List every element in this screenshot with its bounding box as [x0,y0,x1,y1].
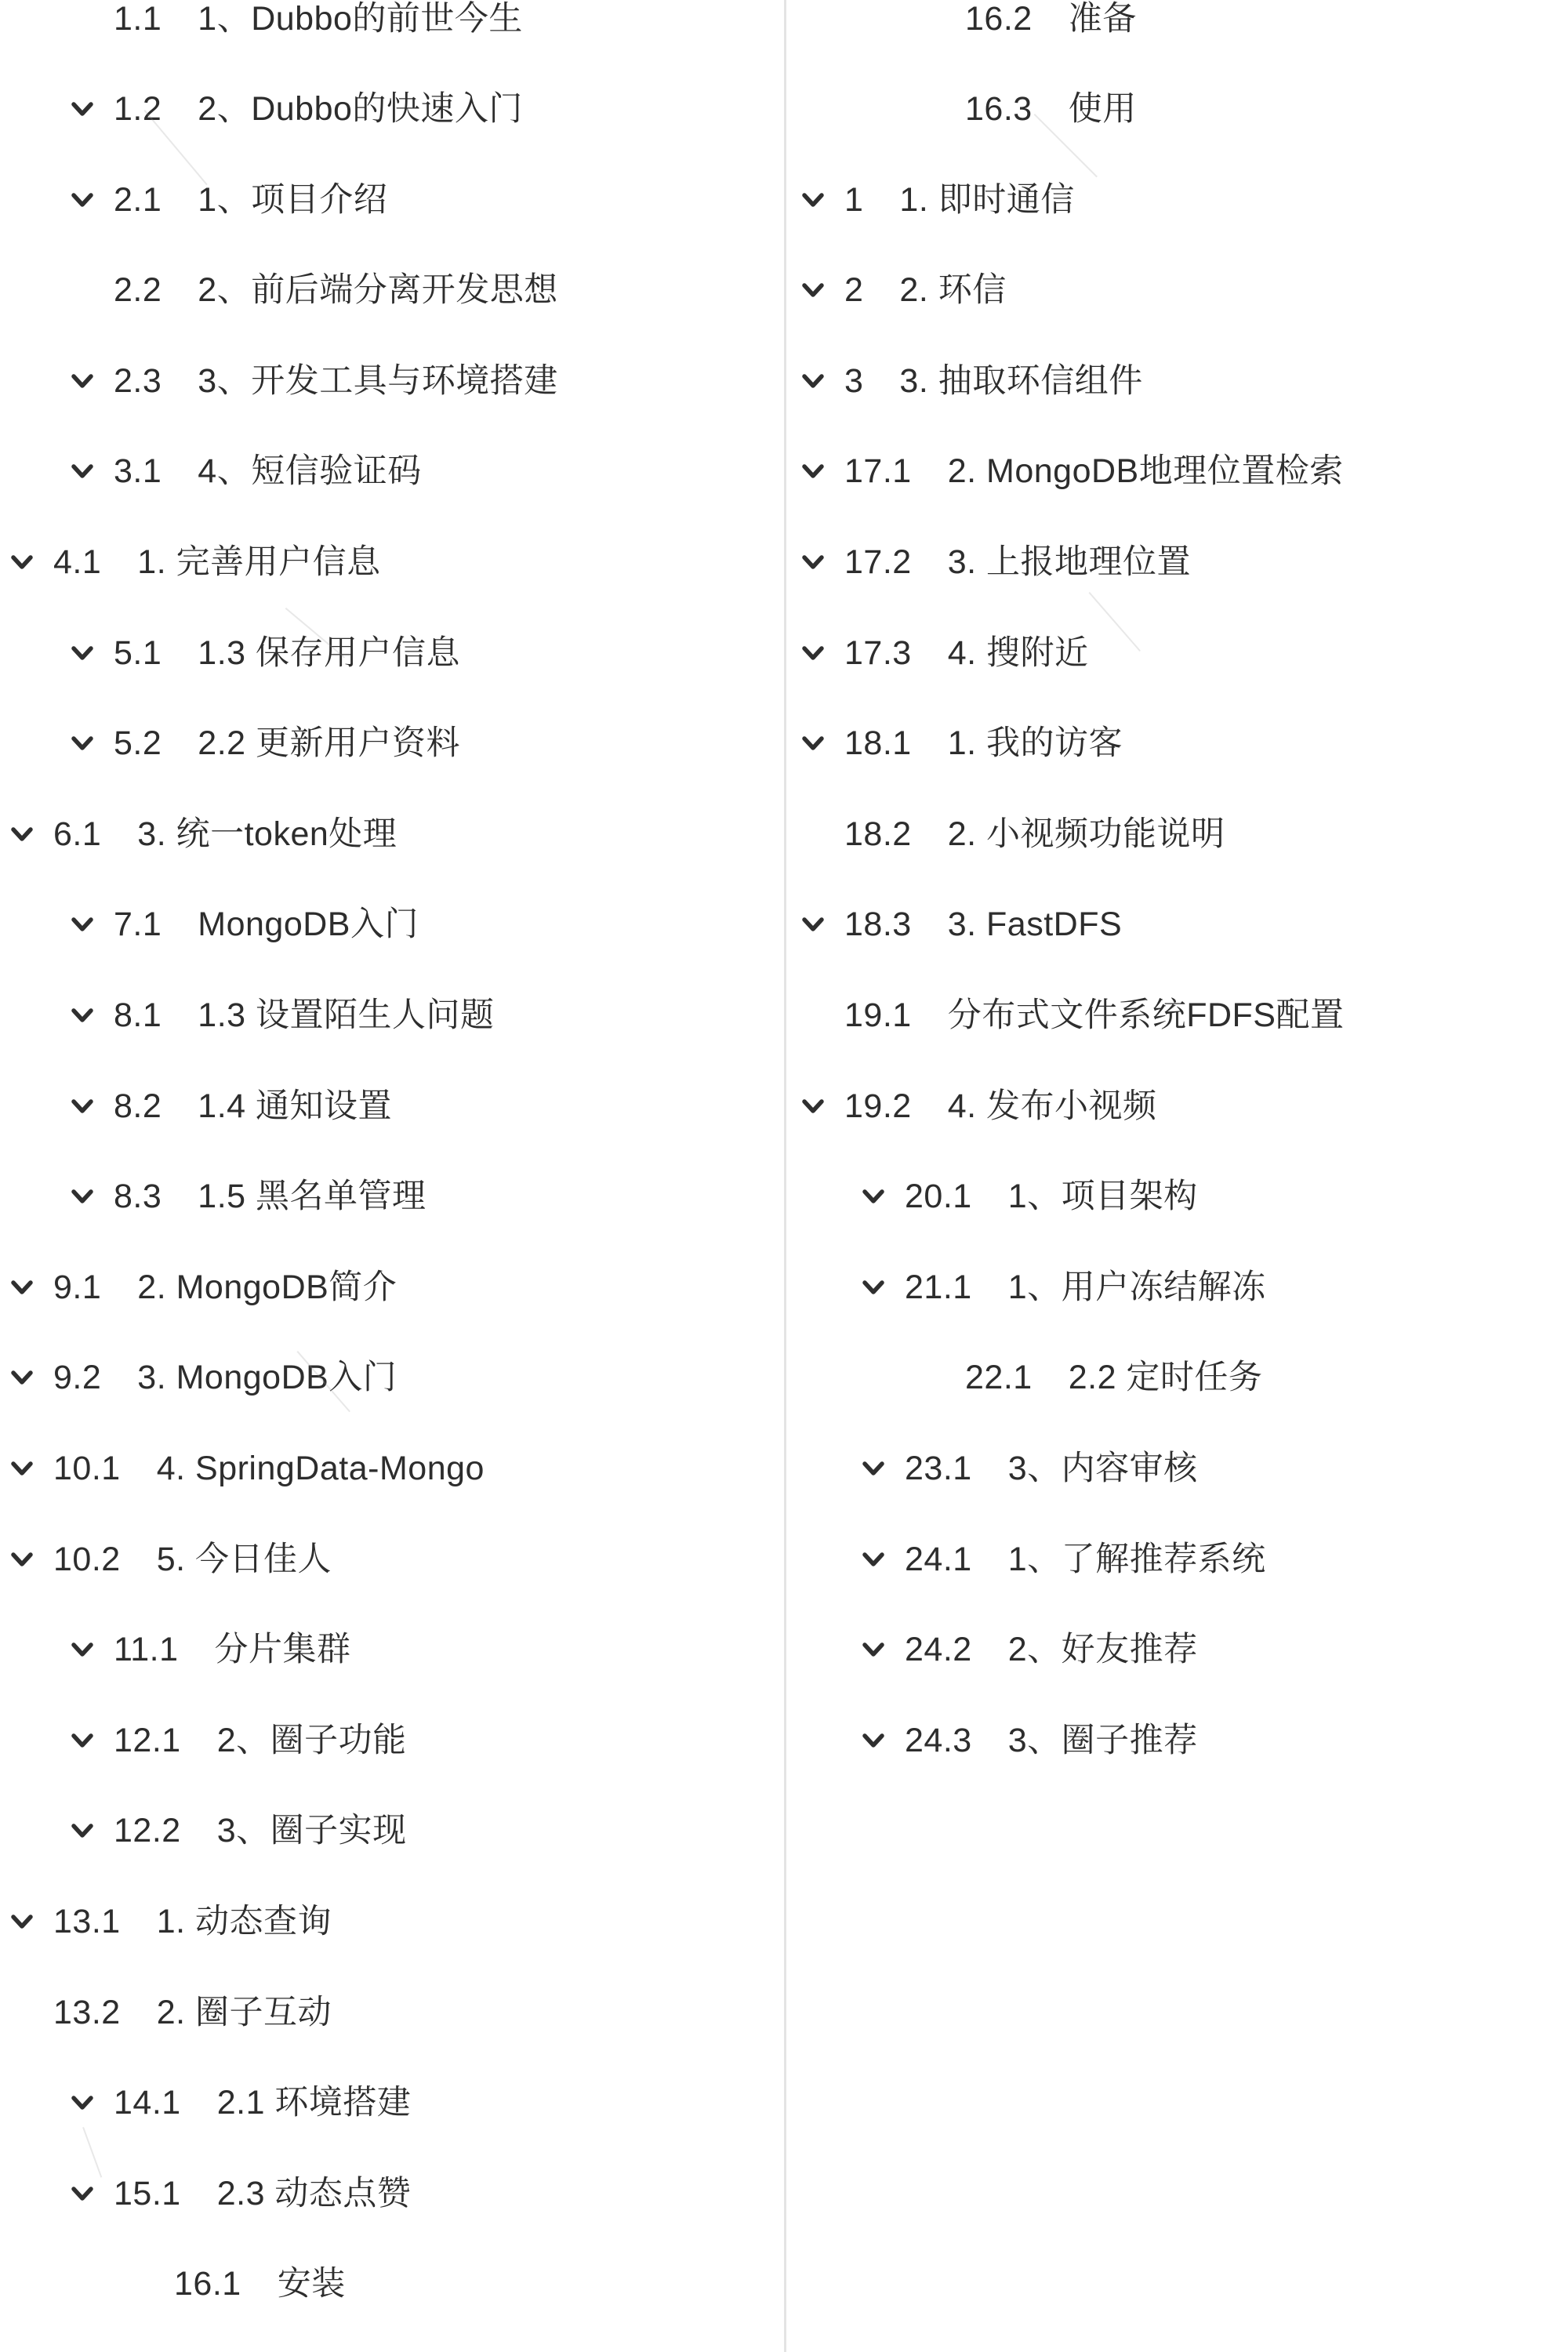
toc-item[interactable] [0,1786,784,1877]
chevron-down-icon[interactable] [10,1551,34,1569]
toc-item-title: 1、Dubbo的前世今生 [198,0,523,38]
toc-item[interactable] [784,1333,1568,1424]
toc-item-index: 17.1 [844,452,912,491]
toc-item-index: 1 [844,180,864,219]
toc-item-index: 5.1 [114,633,162,672]
toc-item-title: 2. MongoDB地理位置检索 [947,452,1344,491]
toc-item[interactable] [0,245,784,336]
toc-item[interactable] [784,64,1568,155]
toc-item-index: 24.1 [905,1540,972,1578]
chevron-down-icon[interactable] [71,2094,94,2112]
toc-item-index: 2.3 [114,361,162,400]
toc-item[interactable] [784,517,1568,608]
toc-item-index: 1.2 [114,90,162,129]
toc-item[interactable] [0,336,784,427]
toc-item[interactable] [0,1695,784,1786]
toc-item[interactable] [784,336,1568,427]
toc-item-index: 9.1 [53,1268,102,1306]
toc-item[interactable] [784,699,1568,789]
toc-item-title: 2.1 环境搭建 [216,2084,412,2122]
chevron-down-icon[interactable] [801,644,825,662]
chevron-down-icon[interactable] [801,372,825,390]
toc-item[interactable] [0,2058,784,2149]
toc-item-title: 准备 [1068,0,1137,38]
chevron-down-icon[interactable] [862,1641,885,1659]
toc-item[interactable] [0,1967,784,2058]
toc-item[interactable] [0,971,784,1062]
toc-item[interactable] [0,1877,784,1968]
chevron-down-icon[interactable] [10,1913,34,1931]
toc-item-title: 1. 我的访客 [947,724,1123,763]
toc-item[interactable] [0,517,784,608]
toc-item[interactable] [784,1695,1568,1786]
toc-item[interactable] [0,0,784,64]
chevron-down-icon[interactable] [71,1098,94,1116]
toc-item-index: 16.1 [174,2265,241,2303]
toc-column-right [784,0,1568,1786]
toc-item-title: 5. 今日佳人 [156,1540,332,1578]
toc-item-index: 5.2 [114,724,162,763]
toc-item[interactable] [0,154,784,245]
toc-item-title: 2、好友推荐 [1007,1631,1198,1669]
toc-item-title: 2. 圈子互动 [156,1993,332,2031]
toc-item-title: 4. 搜附近 [947,633,1089,672]
toc-item-index: 12.2 [114,1812,181,1850]
toc-item-index: 9.2 [53,1359,102,1397]
toc-item-title: 2. 环信 [899,271,1007,310]
chevron-down-icon[interactable] [71,1822,94,1840]
toc-item-title: 4. SpringData-Mongo [156,1450,485,1487]
toc-item-title: 3. FastDFS [947,906,1123,944]
toc-item[interactable] [0,608,784,699]
toc-item-title: 1.3 设置陌生人问题 [198,996,495,1035]
toc-item-index: 24.2 [905,1631,972,1669]
toc-item-index: 14.1 [114,2084,181,2122]
chevron-down-icon[interactable] [801,191,825,209]
toc-item-title: 3、圈子实现 [216,1812,407,1850]
toc-item[interactable] [0,1514,784,1605]
toc-item-title: 1、用户冻结解冻 [1007,1268,1266,1306]
chevron-down-icon[interactable] [862,1460,885,1478]
toc-item-title: 3、开发工具与环境搭建 [198,361,558,400]
toc-item-index: 24.3 [905,1721,972,1759]
toc-item-title: 2、Dubbo的快速入门 [198,90,523,129]
toc-item[interactable] [784,245,1568,336]
toc-item[interactable] [784,1243,1568,1334]
chevron-down-icon[interactable] [801,281,825,299]
toc-item-index: 17.3 [844,633,912,672]
toc-item[interactable] [784,154,1568,245]
toc-item-index: 2 [844,271,864,310]
toc-item-index: 13.1 [53,1902,121,1940]
toc-item-index: 16.3 [965,90,1033,129]
chevron-down-icon[interactable] [71,1188,94,1206]
toc-item[interactable] [0,1333,784,1424]
toc-item[interactable] [784,1424,1568,1515]
chevron-down-icon[interactable] [71,463,94,481]
toc-item-index: 11.1 [114,1631,179,1669]
chevron-down-icon[interactable] [862,1551,885,1569]
toc-item-title: 1.3 保存用户信息 [198,633,461,672]
chevron-down-icon[interactable] [10,826,34,844]
toc-item-index: 18.2 [844,815,912,853]
toc-item-index: 8.1 [114,996,162,1035]
toc-item-title: 3. MongoDB入门 [137,1359,397,1397]
toc-item-title: 1、项目介绍 [198,180,388,219]
toc-item-title: 2. MongoDB简介 [137,1268,397,1306]
toc-item[interactable] [784,1514,1568,1605]
toc-item-index: 10.1 [53,1450,121,1487]
toc-item-index: 3.1 [114,452,162,491]
toc-item[interactable] [784,971,1568,1062]
chevron-down-icon[interactable] [71,916,94,934]
toc-item-title: 1、项目架构 [1007,1178,1198,1216]
toc-item[interactable] [0,64,784,155]
chevron-down-icon[interactable] [10,1279,34,1297]
toc-item-index: 21.1 [905,1268,972,1306]
toc-item-title: 1. 即时通信 [899,180,1075,219]
toc-item-title: 安装 [277,2265,346,2303]
toc-item[interactable] [784,426,1568,517]
chevron-down-icon[interactable] [10,1460,34,1478]
toc-item-index: 22.1 [965,1359,1033,1397]
chevron-down-icon[interactable] [71,735,94,753]
toc-item[interactable] [784,1605,1568,1696]
toc-item[interactable] [0,1424,784,1515]
chevron-down-icon[interactable] [71,1641,94,1659]
toc-item-title: 3. 上报地理位置 [947,543,1192,582]
chevron-down-icon[interactable] [801,1098,825,1116]
toc-item-title: 3. 抽取环信组件 [899,361,1143,400]
toc-item-index: 8.2 [114,1087,162,1125]
toc-item-title: 3、内容审核 [1007,1450,1198,1487]
toc-item-index: 13.2 [53,1993,121,2031]
toc-item-title: 1、了解推荐系统 [1007,1540,1266,1578]
toc-item-title: 1.5 黑名单管理 [198,1178,426,1216]
chevron-down-icon[interactable] [71,191,94,209]
toc-item[interactable] [0,880,784,971]
toc-item-index: 15.1 [114,2174,181,2212]
toc-item-title: 2、前后端分离开发思想 [198,271,558,310]
toc-item-index: 1.1 [114,0,162,38]
toc-item[interactable] [0,699,784,789]
toc-item[interactable] [784,789,1568,880]
toc-item-index: 3 [844,361,864,400]
toc-item-title: 4、短信验证码 [198,452,422,491]
toc-item[interactable] [784,1061,1568,1152]
chevron-down-icon[interactable] [10,1369,34,1387]
toc-item-index: 7.1 [114,906,162,944]
toc-item-index: 8.3 [114,1178,162,1216]
chevron-down-icon[interactable] [71,100,94,118]
toc-item-index: 10.2 [53,1540,121,1578]
toc-item-title: 1. 动态查询 [156,1902,332,1940]
chevron-down-icon[interactable] [801,735,825,753]
toc-item-title: 分片集群 [214,1631,351,1669]
toc-item[interactable] [0,2148,784,2239]
toc-item-index: 20.1 [905,1178,972,1216]
chevron-down-icon[interactable] [71,1732,94,1750]
toc-item-index: 2.2 [114,271,162,310]
toc-item-title: 2. 小视频功能说明 [947,815,1225,853]
chevron-down-icon[interactable] [801,916,825,934]
toc-item[interactable] [0,789,784,880]
toc-item-index: 16.2 [965,0,1033,38]
toc-item-index: 18.3 [844,906,912,944]
toc-item-index: 17.2 [844,543,912,582]
chevron-down-icon[interactable] [71,372,94,390]
chevron-down-icon[interactable] [71,644,94,662]
chevron-down-icon[interactable] [862,1188,885,1206]
chevron-down-icon[interactable] [862,1732,885,1750]
toc-item[interactable] [0,1152,784,1243]
toc-item-index: 12.1 [114,1721,181,1759]
toc-item-index: 19.1 [844,996,912,1035]
toc-item-title: 分布式文件系统FDFS配置 [947,996,1345,1035]
chevron-down-icon[interactable] [862,1279,885,1297]
chevron-down-icon[interactable] [71,1007,94,1025]
toc-column-left [0,0,784,2330]
toc-item-title: 3、圈子推荐 [1007,1721,1198,1759]
toc-item-index: 18.1 [844,724,912,763]
toc-item-index: 4.1 [53,543,102,582]
toc-item[interactable] [784,880,1568,971]
toc-item-index: 23.1 [905,1450,972,1487]
toc-item-title: 4. 发布小视频 [947,1087,1157,1125]
toc-item[interactable] [0,2239,784,2330]
toc-item[interactable] [0,426,784,517]
toc-item-index: 6.1 [53,815,102,853]
toc-item[interactable] [784,0,1568,64]
toc-item[interactable] [0,1605,784,1696]
toc-item[interactable] [0,1243,784,1334]
toc-item-title: 2.2 定时任务 [1068,1359,1263,1397]
toc-item[interactable] [0,1061,784,1152]
toc-item-title: 3. 统一token处理 [137,815,397,853]
toc-item-title: 2.3 动态点赞 [216,2174,412,2212]
toc-item[interactable] [784,608,1568,699]
toc-item-title: MongoDB入门 [198,906,419,944]
toc-item-index: 19.2 [844,1087,912,1125]
toc-item-index: 2.1 [114,180,162,219]
toc-item-title: 1.4 通知设置 [198,1087,393,1125]
toc-item-title: 2、圈子功能 [216,1721,407,1759]
toc-item-title: 1. 完善用户信息 [137,543,381,582]
toc-item[interactable] [784,1152,1568,1243]
chevron-down-icon[interactable] [801,463,825,481]
toc-item-title: 使用 [1068,90,1137,129]
chevron-down-icon[interactable] [71,2185,94,2203]
toc-item-title: 2.2 更新用户资料 [198,724,461,763]
chevron-down-icon[interactable] [801,554,825,572]
chevron-down-icon[interactable] [10,554,34,572]
